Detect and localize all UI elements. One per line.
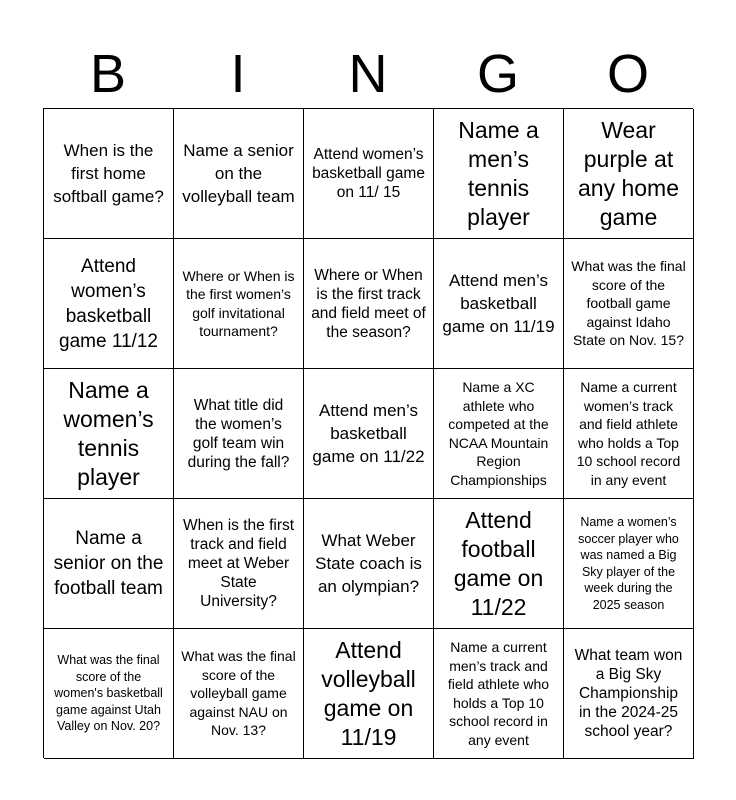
bingo-cell-text: Wear purple at any home game [577,116,679,230]
bingo-cell-5-5[interactable] [564,629,694,759]
bingo-cell-2-1[interactable] [44,239,174,369]
bingo-cell-2-5[interactable] [564,239,694,369]
bingo-cell-text: Attend football game on 11/22 [453,506,544,620]
bingo-cell-4-3[interactable] [304,499,434,629]
bingo-cell-4-5[interactable] [564,499,694,629]
bingo-cell-4-4[interactable] [434,499,564,629]
bingo-grid [43,108,693,758]
header-letter-o: O [606,44,649,104]
bingo-cell-1-3[interactable] [304,109,434,239]
bingo-cell-text: What was the final score of the volleyball game against NAU on Nov. 13? [181,648,296,739]
bingo-cell-1-2[interactable] [174,109,304,239]
bingo-cell-1-4[interactable] [434,109,564,239]
bingo-cell-text: What team won a Big Sky Championship in the 2024-25 school year? [574,647,683,740]
bingo-cell-text: Where or When is the first women’s golf invitational tournament? [182,267,295,339]
bingo-cell-text: What Weber State coach is an olympian? [315,531,422,596]
bingo-cell-text: Name a senior on the football team [53,528,164,599]
bingo-cell-text: Name a senior on the volleyball team [182,141,295,206]
bingo-cell-text: When is the first track and field meet at Weber State University? [182,517,295,610]
bingo-cell-text: Name a women’s tennis player [63,376,154,490]
header-letter-n: N [348,44,388,104]
bingo-cell-text: Attend women’s basketball game on 11/ 15 [312,146,425,201]
bingo-cell-text: Attend men’s basketball game on 11/19 [442,271,555,336]
bingo-cell-1-5[interactable] [564,109,694,239]
bingo-cell-text: When is the first home softball game? [53,141,164,206]
bingo-cell-3-1[interactable] [44,369,174,499]
bingo-cell-2-3[interactable] [304,239,434,369]
bingo-header [43,40,693,108]
bingo-cell-text: Name a men’s tennis player [458,116,539,230]
bingo-cell-text: What title did the women’s golf team win during the fall? [187,396,290,471]
bingo-cell-4-1[interactable] [44,499,174,629]
bingo-cell-text: Name a women’s soccer player who was named a Big Sky player of the week during the 2025 season [578,515,679,612]
bingo-cell-text: What was the final score of the football game against Idaho State on Nov. 15? [571,258,686,349]
bingo-cell-1-1[interactable] [44,109,174,239]
bingo-cell-5-2[interactable] [174,629,304,759]
bingo-cell-text: Name a current men’s track and field athlete who holds a Top 10 school record in any event [447,639,550,748]
bingo-cell-3-3[interactable] [304,369,434,499]
bingo-cell-text: Where or When is the first track and field meet of the season? [311,266,426,341]
bingo-cell-5-1[interactable] [44,629,174,759]
bingo-cell-2-2[interactable] [174,239,304,369]
bingo-cell-text: Attend volleyball game on 11/19 [321,636,416,750]
bingo-cell-5-4[interactable] [434,629,564,759]
bingo-cell-2-4[interactable] [434,239,564,369]
bingo-cell-text: What was the final score of the women's basketball game against Utah Valley on Nov. 20? [54,653,163,734]
bingo-cell-text: Name a XC athlete who competed at the NCAA Mountain Region Championships [448,379,549,488]
bingo-cell-5-3[interactable] [304,629,434,759]
bingo-cell-text: Name a current women’s track and field athlete who holds a Top 10 school record in any event [576,379,681,488]
header-letter-b: B [89,44,127,104]
bingo-cell-3-4[interactable] [434,369,564,499]
bingo-cell-3-5[interactable] [564,369,694,499]
bingo-cell-text: Attend women’s basketball game 11/12 [59,255,158,352]
header-letter-i: I [230,44,246,104]
header-letter-g: G [476,44,519,104]
bingo-cell-text: Attend men’s basketball game on 11/22 [312,401,425,466]
bingo-cell-4-2[interactable] [174,499,304,629]
bingo-cell-3-2[interactable] [174,369,304,499]
